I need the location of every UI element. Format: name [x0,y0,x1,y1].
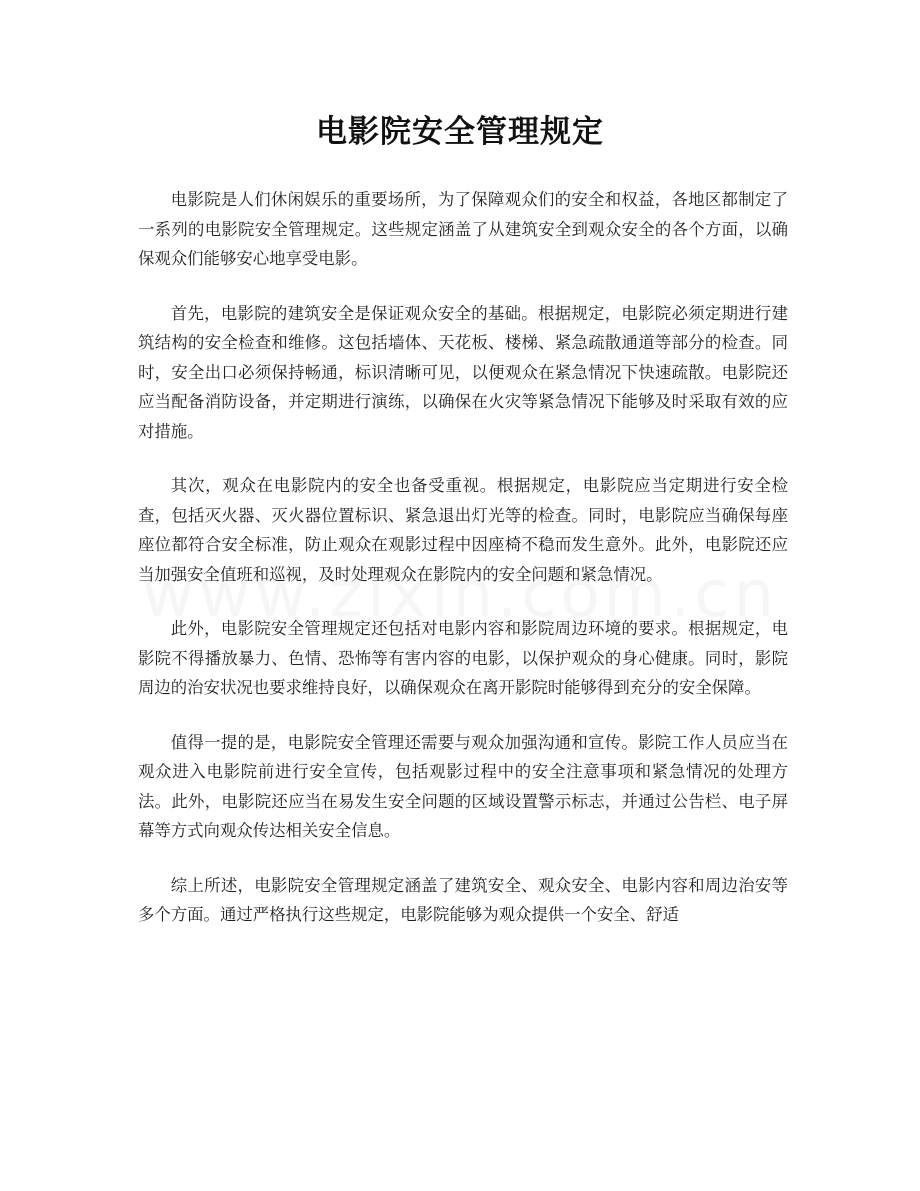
document-title: 电影院安全管理规定 [316,114,604,150]
document-body [138,185,788,955]
paragraph-audience-safety: 其次，观众在电影院内的安全也备受重视。根据规定，电影院应当定期进行安全检查，包括灭火器、灭火器位置标识、紧急退出灯光等的检查。同时，电影院应当确保每座座位都符合安全标准，防止观众在观影过程中因座椅不稳而发生意外。此外，电影院还应当加强安全值班和巡视，及时处理观众在影院内的安全问题和紧急情况。 [138,476,788,584]
paragraph-communication: 值得一提的是，电影院安全管理还需要与观众加强沟通和宣传。影院工作人员应当在观众进入电影院前进行安全宣传，包括观影过程中的安全注意事项和紧急情况的处理方法。此外，电影院还应当在易发生安全问题的区域设置警示标志，并通过公告栏、电子屏幕等方式向观众传达相关安全信息。 [138,732,788,840]
paragraph-building-safety: 首先，电影院的建筑安全是保证观众安全的基础。根据规定，电影院必须定期进行建筑结构的安全检查和维修。这包括墙体、天花板、楼梯、紧急疏散通道等部分的检查。同时，安全出口必须保持畅通，标识清晰可见，以便观众在紧急情况下快速疏散。电影院还应当配备消防设备，并定期进行演练，以确保在火灾等紧急情况下能够及时采取有效的应对措施。 [138,303,788,441]
paragraph-content-environment: 此外，电影院安全管理规定还包括对电影内容和影院周边环境的要求。根据规定，电影院不得播放暴力、色情、恐怖等有害内容的电影，以保护观众的身心健康。同时，影院周边的治安状况也要求维持良好，以确保观众在离开影院时能够得到充分的安全保障。 [138,619,788,697]
paragraph-summary: 综上所述，电影院安全管理规定涵盖了建筑安全、观众安全、电影内容和周边治安等多个方面。通过严格执行这些规定，电影院能够为观众提供一个安全、舒适 [138,875,788,924]
paragraph-intro: 电影院是人们休闲娱乐的重要场所，为了保障观众们的安全和权益，各地区都制定了一系列的电影院安全管理规定。这些规定涵盖了从建筑安全到观众安全的各个方面，以确保观众们能够安心地享受电影。 [138,190,788,268]
